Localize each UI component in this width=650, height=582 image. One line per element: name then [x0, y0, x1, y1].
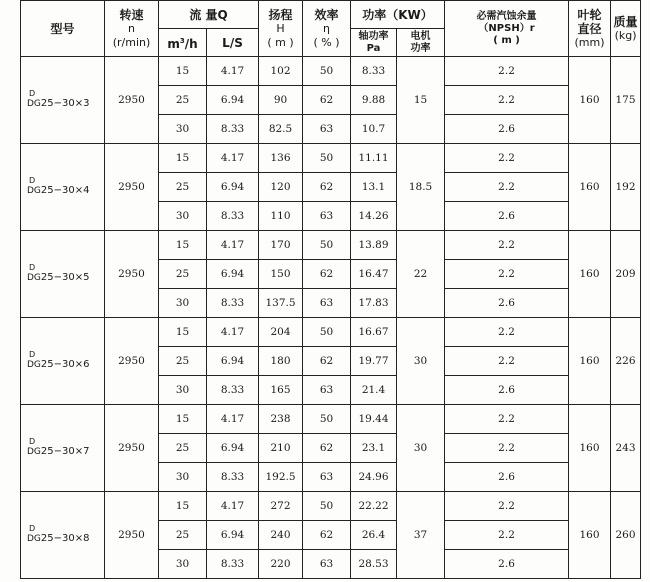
flow-m3h-cell: 15 [159, 492, 207, 521]
col-mass: 质量 (kg) [611, 1, 641, 57]
head-cell: 180 [259, 347, 303, 376]
model-cell [21, 57, 105, 144]
model-series: DG [27, 273, 41, 283]
col-power: 功率（KW） [351, 1, 445, 29]
table-row [21, 492, 641, 521]
efficiency-cell: 63 [303, 550, 351, 579]
model-prefix: D [29, 437, 36, 446]
flow-m3h-cell: 25 [159, 260, 207, 289]
flow-ls-cell: 6.94 [207, 86, 259, 115]
flow-ls-cell: 8.33 [207, 376, 259, 405]
col-flow-m3h: $m^3/h$ [159, 29, 207, 57]
efficiency-cell: 62 [303, 434, 351, 463]
head-cell: 110 [259, 202, 303, 231]
flow-ls-cell: 8.33 [207, 289, 259, 318]
flow-ls-cell: 6.94 [207, 260, 259, 289]
speed-cell: 2950 [105, 405, 159, 492]
head-cell: 150 [259, 260, 303, 289]
shaft-power-cell: 19.44 [351, 405, 397, 434]
npsh-cell: 2.2 [445, 86, 569, 115]
flow-m3h-cell: 30 [159, 463, 207, 492]
model-prefix: D [29, 524, 36, 533]
head-cell: 192.5 [259, 463, 303, 492]
npsh-cell: 2.2 [445, 144, 569, 173]
npsh-cell: 2.2 [445, 260, 569, 289]
speed-cell: 2950 [105, 318, 159, 405]
efficiency-cell: 63 [303, 376, 351, 405]
head-cell: 210 [259, 434, 303, 463]
col-flow: 流 量Q [159, 1, 259, 29]
mass-cell: 175 [611, 57, 641, 144]
table-body [21, 57, 641, 579]
efficiency-cell: 50 [303, 231, 351, 260]
model-number: 25−30×6 [40, 359, 90, 370]
flow-m3h-cell: 15 [159, 405, 207, 434]
model-code [27, 98, 104, 110]
head-cell: 136 [259, 144, 303, 173]
motor-power-cell: 22 [397, 231, 445, 318]
efficiency-cell: 62 [303, 521, 351, 550]
flow-m3h-cell: 30 [159, 550, 207, 579]
flow-m3h-cell: 30 [159, 202, 207, 231]
head-cell: 272 [259, 492, 303, 521]
npsh-cell: 2.2 [445, 405, 569, 434]
head-cell: 204 [259, 318, 303, 347]
head-cell: 170 [259, 231, 303, 260]
efficiency-cell: 62 [303, 173, 351, 202]
flow-ls-cell: 4.17 [207, 492, 259, 521]
model-cell [21, 405, 105, 492]
col-impeller: 叶轮 直径 (mm) [569, 1, 611, 57]
model-number: 25−30×7 [40, 446, 90, 457]
flow-m3h-cell: 25 [159, 86, 207, 115]
model-code [27, 359, 104, 371]
flow-m3h-cell: 15 [159, 318, 207, 347]
model-cell [21, 144, 105, 231]
table-row [21, 144, 641, 173]
efficiency-cell: 50 [303, 57, 351, 86]
flow-m3h-cell: 15 [159, 57, 207, 86]
model-number: 25−30×3 [40, 98, 90, 109]
shaft-power-cell: 28.53 [351, 550, 397, 579]
head-cell: 90 [259, 86, 303, 115]
npsh-cell: 2.2 [445, 521, 569, 550]
flow-ls-cell: 8.33 [207, 202, 259, 231]
shaft-power-cell: 11.11 [351, 144, 397, 173]
shaft-power-cell: 17.83 [351, 289, 397, 318]
flow-ls-cell: 4.17 [207, 318, 259, 347]
speed-cell: 2950 [105, 231, 159, 318]
shaft-power-cell: 26.4 [351, 521, 397, 550]
col-shaft-power: 轴功率 Pa [351, 29, 397, 57]
efficiency-cell: 50 [303, 492, 351, 521]
model-number: 25−30×5 [40, 272, 90, 283]
col-model: 型号 [21, 1, 105, 57]
shaft-power-cell: 13.1 [351, 173, 397, 202]
head-cell: 220 [259, 550, 303, 579]
header-row-1 [21, 1, 641, 29]
motor-power-cell: 37 [397, 492, 445, 579]
col-efficiency: 效率 η ( % ) [303, 1, 351, 57]
model-number: 25−30×8 [40, 533, 90, 544]
flow-m3h-cell: 25 [159, 434, 207, 463]
flow-ls-cell: 4.17 [207, 57, 259, 86]
efficiency-cell: 63 [303, 202, 351, 231]
npsh-cell: 2.6 [445, 550, 569, 579]
flow-ls-cell: 4.17 [207, 144, 259, 173]
npsh-cell: 2.6 [445, 463, 569, 492]
col-motor-power: 电机 功率 [397, 29, 445, 57]
speed-cell: 2950 [105, 144, 159, 231]
model-series: DG [27, 99, 41, 109]
impeller-cell: 160 [569, 405, 611, 492]
npsh-cell: 2.2 [445, 173, 569, 202]
impeller-cell: 160 [569, 492, 611, 579]
npsh-cell: 2.6 [445, 115, 569, 144]
efficiency-cell: 62 [303, 260, 351, 289]
npsh-cell: 2.6 [445, 289, 569, 318]
model-series: DG [27, 186, 41, 196]
head-cell: 238 [259, 405, 303, 434]
model-number: 25−30×4 [40, 185, 90, 196]
head-cell: 165 [259, 376, 303, 405]
flow-m3h-cell: 25 [159, 521, 207, 550]
pump-spec-sheet [20, 0, 640, 579]
shaft-power-cell: 8.33 [351, 57, 397, 86]
efficiency-cell: 62 [303, 86, 351, 115]
model-prefix: D [29, 89, 36, 98]
col-npsh: 必需汽蚀余量 （NPSH）r ( m ) [445, 1, 569, 57]
flow-m3h-cell: 25 [159, 173, 207, 202]
model-prefix: D [29, 350, 36, 359]
speed-cell: 2950 [105, 57, 159, 144]
shaft-power-cell: 22.22 [351, 492, 397, 521]
npsh-cell: 2.2 [445, 434, 569, 463]
efficiency-cell: 63 [303, 463, 351, 492]
shaft-power-cell: 21.4 [351, 376, 397, 405]
flow-ls-cell: 8.33 [207, 463, 259, 492]
efficiency-cell: 50 [303, 405, 351, 434]
motor-power-cell: 15 [397, 57, 445, 144]
table-row [21, 405, 641, 434]
col-speed: 转速 n (r/min) [105, 1, 159, 57]
model-series: DG [27, 447, 41, 457]
npsh-cell: 2.2 [445, 347, 569, 376]
flow-m3h-cell: 30 [159, 289, 207, 318]
npsh-cell: 2.2 [445, 57, 569, 86]
flow-m3h-cell: 15 [159, 231, 207, 260]
model-cell [21, 318, 105, 405]
motor-power-cell: 30 [397, 405, 445, 492]
model-cell [21, 231, 105, 318]
mass-cell: 226 [611, 318, 641, 405]
shaft-power-cell: 19.77 [351, 347, 397, 376]
npsh-cell: 2.2 [445, 318, 569, 347]
npsh-cell: 2.2 [445, 492, 569, 521]
impeller-cell: 160 [569, 144, 611, 231]
shaft-power-cell: 24.96 [351, 463, 397, 492]
motor-power-cell: 30 [397, 318, 445, 405]
efficiency-cell: 63 [303, 289, 351, 318]
mass-cell: 260 [611, 492, 641, 579]
efficiency-cell: 63 [303, 115, 351, 144]
model-code [27, 533, 104, 545]
efficiency-cell: 62 [303, 347, 351, 376]
flow-ls-cell: 4.17 [207, 231, 259, 260]
impeller-cell: 160 [569, 57, 611, 144]
model-prefix: D [29, 176, 36, 185]
head-cell: 137.5 [259, 289, 303, 318]
efficiency-cell: 50 [303, 318, 351, 347]
model-cell [21, 492, 105, 579]
model-code [27, 446, 104, 458]
flow-m3h-cell: 15 [159, 144, 207, 173]
shaft-power-cell: 9.88 [351, 86, 397, 115]
col-flow-ls: L/S [207, 29, 259, 57]
flow-m3h-cell: 25 [159, 347, 207, 376]
table-row [21, 231, 641, 260]
table-row [21, 318, 641, 347]
impeller-cell: 160 [569, 231, 611, 318]
efficiency-cell: 50 [303, 144, 351, 173]
npsh-cell: 2.6 [445, 376, 569, 405]
flow-ls-cell: 6.94 [207, 521, 259, 550]
flow-ls-cell: 6.94 [207, 434, 259, 463]
model-code [27, 185, 104, 197]
head-cell: 82.5 [259, 115, 303, 144]
shaft-power-cell: 16.67 [351, 318, 397, 347]
flow-m3h-cell: 30 [159, 115, 207, 144]
head-cell: 240 [259, 521, 303, 550]
shaft-power-cell: 13.89 [351, 231, 397, 260]
npsh-cell: 2.2 [445, 231, 569, 260]
shaft-power-cell: 16.47 [351, 260, 397, 289]
col-head: 扬程 H ( m ) [259, 1, 303, 57]
head-cell: 120 [259, 173, 303, 202]
mass-cell: 209 [611, 231, 641, 318]
model-series: DG [27, 360, 41, 370]
flow-m3h-cell: 30 [159, 376, 207, 405]
mass-cell: 243 [611, 405, 641, 492]
motor-power-cell: 18.5 [397, 144, 445, 231]
flow-ls-cell: 6.94 [207, 347, 259, 376]
table-row [21, 57, 641, 86]
model-series: DG [27, 534, 41, 544]
flow-ls-cell: 6.94 [207, 173, 259, 202]
mass-cell: 192 [611, 144, 641, 231]
model-prefix: D [29, 263, 36, 272]
impeller-cell: 160 [569, 318, 611, 405]
flow-ls-cell: 8.33 [207, 115, 259, 144]
flow-ls-cell: 4.17 [207, 405, 259, 434]
model-code [27, 272, 104, 284]
shaft-power-cell: 23.1 [351, 434, 397, 463]
npsh-cell: 2.6 [445, 202, 569, 231]
pump-performance-table [20, 0, 641, 579]
shaft-power-cell: 14.26 [351, 202, 397, 231]
head-cell: 102 [259, 57, 303, 86]
shaft-power-cell: 10.7 [351, 115, 397, 144]
speed-cell: 2950 [105, 492, 159, 579]
flow-ls-cell: 8.33 [207, 550, 259, 579]
